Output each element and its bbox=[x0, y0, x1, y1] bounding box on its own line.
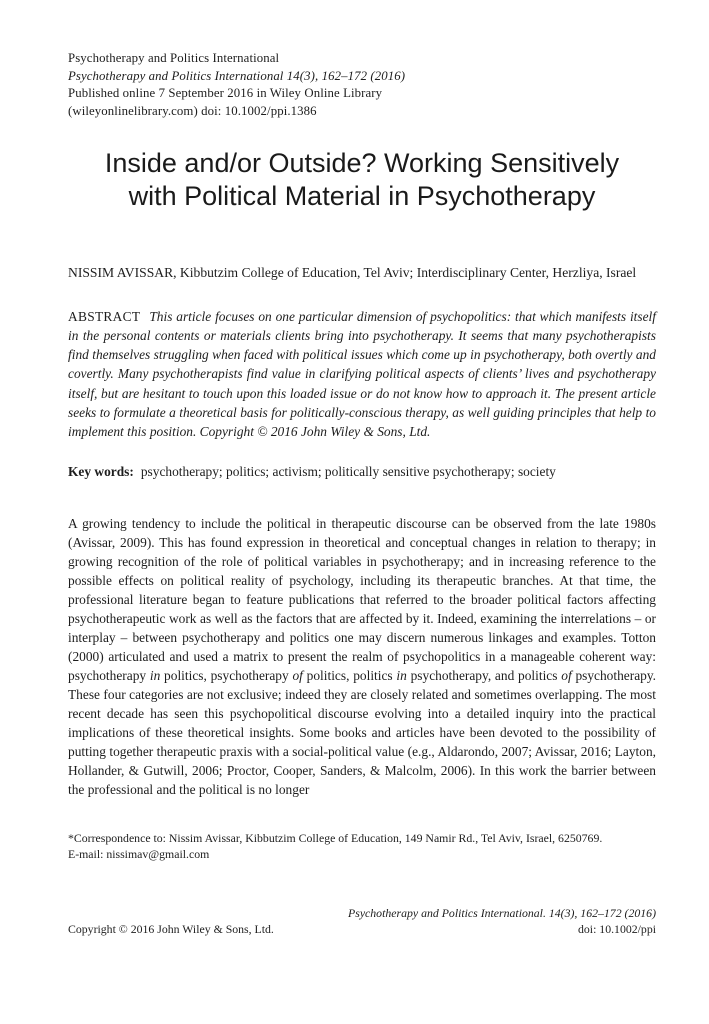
citation-line: Psychotherapy and Politics International 14(3), 162–172 (2016) bbox=[68, 68, 406, 83]
abstract-text: This article focuses on one particular dimension of psychopolitics: that which manifests itself in the personal contents or materials clients bring into psychotherapy. It seems that many psychotherapists find themselves struggling when faced with political issues which come up in psychotherapy, both overtly and covertly. Many psychotherapists find value in clarifying political aspects of clients’ lives and psychotherapy itself, but are hesitant to touch upon this loaded issue or do not know how to approach it. The present article seeks to formulate a theoretical basis for politically-conscious therapy, as well guiding principles that help to implement this position. Copyright © 2016 John Wiley & Sons, Ltd. bbox=[68, 308, 656, 440]
abstract-label: ABSTRACT bbox=[68, 308, 141, 324]
body-text-run: politics, psychotherapy bbox=[160, 667, 293, 683]
doi-line: (wileyonlinelibrary.com) doi: 10.1002/ppi.1386 bbox=[68, 103, 317, 118]
correspondence-footnote bbox=[68, 830, 656, 863]
page-header bbox=[68, 50, 656, 120]
body-text-run-italic: of bbox=[561, 667, 572, 683]
keywords-label: Key words: bbox=[68, 463, 134, 479]
published-online-line: Published online 7 September 2016 in Wiley Online Library bbox=[68, 86, 383, 100]
body-text-run: psychotherapy, and politics bbox=[406, 667, 562, 683]
body-text-run: A growing tendency to include the political in therapeutic discourse can be observed from the late 1980s (Avissar, 2009). This has found expression in theoretical and conceptual changes in relation to therapy; in growing recognition of the role of political variables in psychotherapy; and in increasing reference to the possible effects on political reality of psychology, including its therapeutic branches. At that time, the professional literature began to feature publications that referred to the broader political factors affecting psychotherapeutic work as well as the factors that are affected by it. Indeed, examining the interrelations – or interplay – between psychotherapy and politics one may discern numerous linkages and examples. Totton (2000) articulated and used a matrix to present the realm of psychopolitics in a manageable coherent way: psychotherapy bbox=[68, 515, 656, 683]
correspondence-email: E-mail: nissimav@gmail.com bbox=[68, 847, 210, 862]
article-title bbox=[68, 147, 656, 213]
correspondence-line: *Correspondence to: Nissim Avissar, Kibbutzim College of Education, 149 Namir Rd., Tel Aviv, Israel, 6250769. bbox=[68, 830, 603, 845]
article-title-line1: Inside and/or Outside? Working Sensitively bbox=[104, 148, 620, 178]
body-paragraph bbox=[68, 514, 656, 799]
footer-journal-ref: Psychotherapy and Politics International. 14(3), 162–172 (2016) bbox=[348, 905, 656, 920]
journal-name: Psychotherapy and Politics International bbox=[68, 51, 280, 65]
article-title-line2: with Political Material in Psychotherapy bbox=[128, 181, 596, 211]
keywords-text: psychotherapy; politics; activism; politically sensitive psychotherapy; society bbox=[140, 463, 556, 479]
body-text-run: politics, politics bbox=[302, 667, 397, 683]
abstract bbox=[68, 307, 656, 442]
keywords bbox=[68, 463, 656, 481]
page-footer bbox=[68, 905, 656, 937]
body-text-run-italic: in bbox=[396, 667, 407, 683]
author-affiliation: NISSIM AVISSAR, Kibbutzim College of Education, Tel Aviv; Interdisciplinary Center, Herzliya, Israel bbox=[68, 265, 637, 280]
body-text-run: psychotherapy. These four categories are not exclusive; indeed they are closely related and sometimes overlapping. The most recent decade has seen this psychopolitical discourse evolving into a detailed inquiry into the practical implications of these theoretical insights. Some books and articles have been devoted to the possibility of putting together therapeutic praxis with a social-political value (e.g., Aldarondo, 2007; Avissar, 2016; Layton, Hollander, & Gutwill, 2006; Proctor, Cooper, Sanders, & Malcolm, 2006). In this work the barrier between the professional and the political is no longer bbox=[68, 667, 657, 797]
footer-copyright: Copyright © 2016 John Wiley & Sons, Ltd. bbox=[68, 921, 274, 936]
body-text-run-italic: of bbox=[292, 667, 303, 683]
footer-doi: doi: 10.1002/ppi bbox=[578, 921, 656, 936]
body-text-run-italic: in bbox=[149, 667, 161, 683]
footer-journal-block bbox=[348, 905, 656, 937]
